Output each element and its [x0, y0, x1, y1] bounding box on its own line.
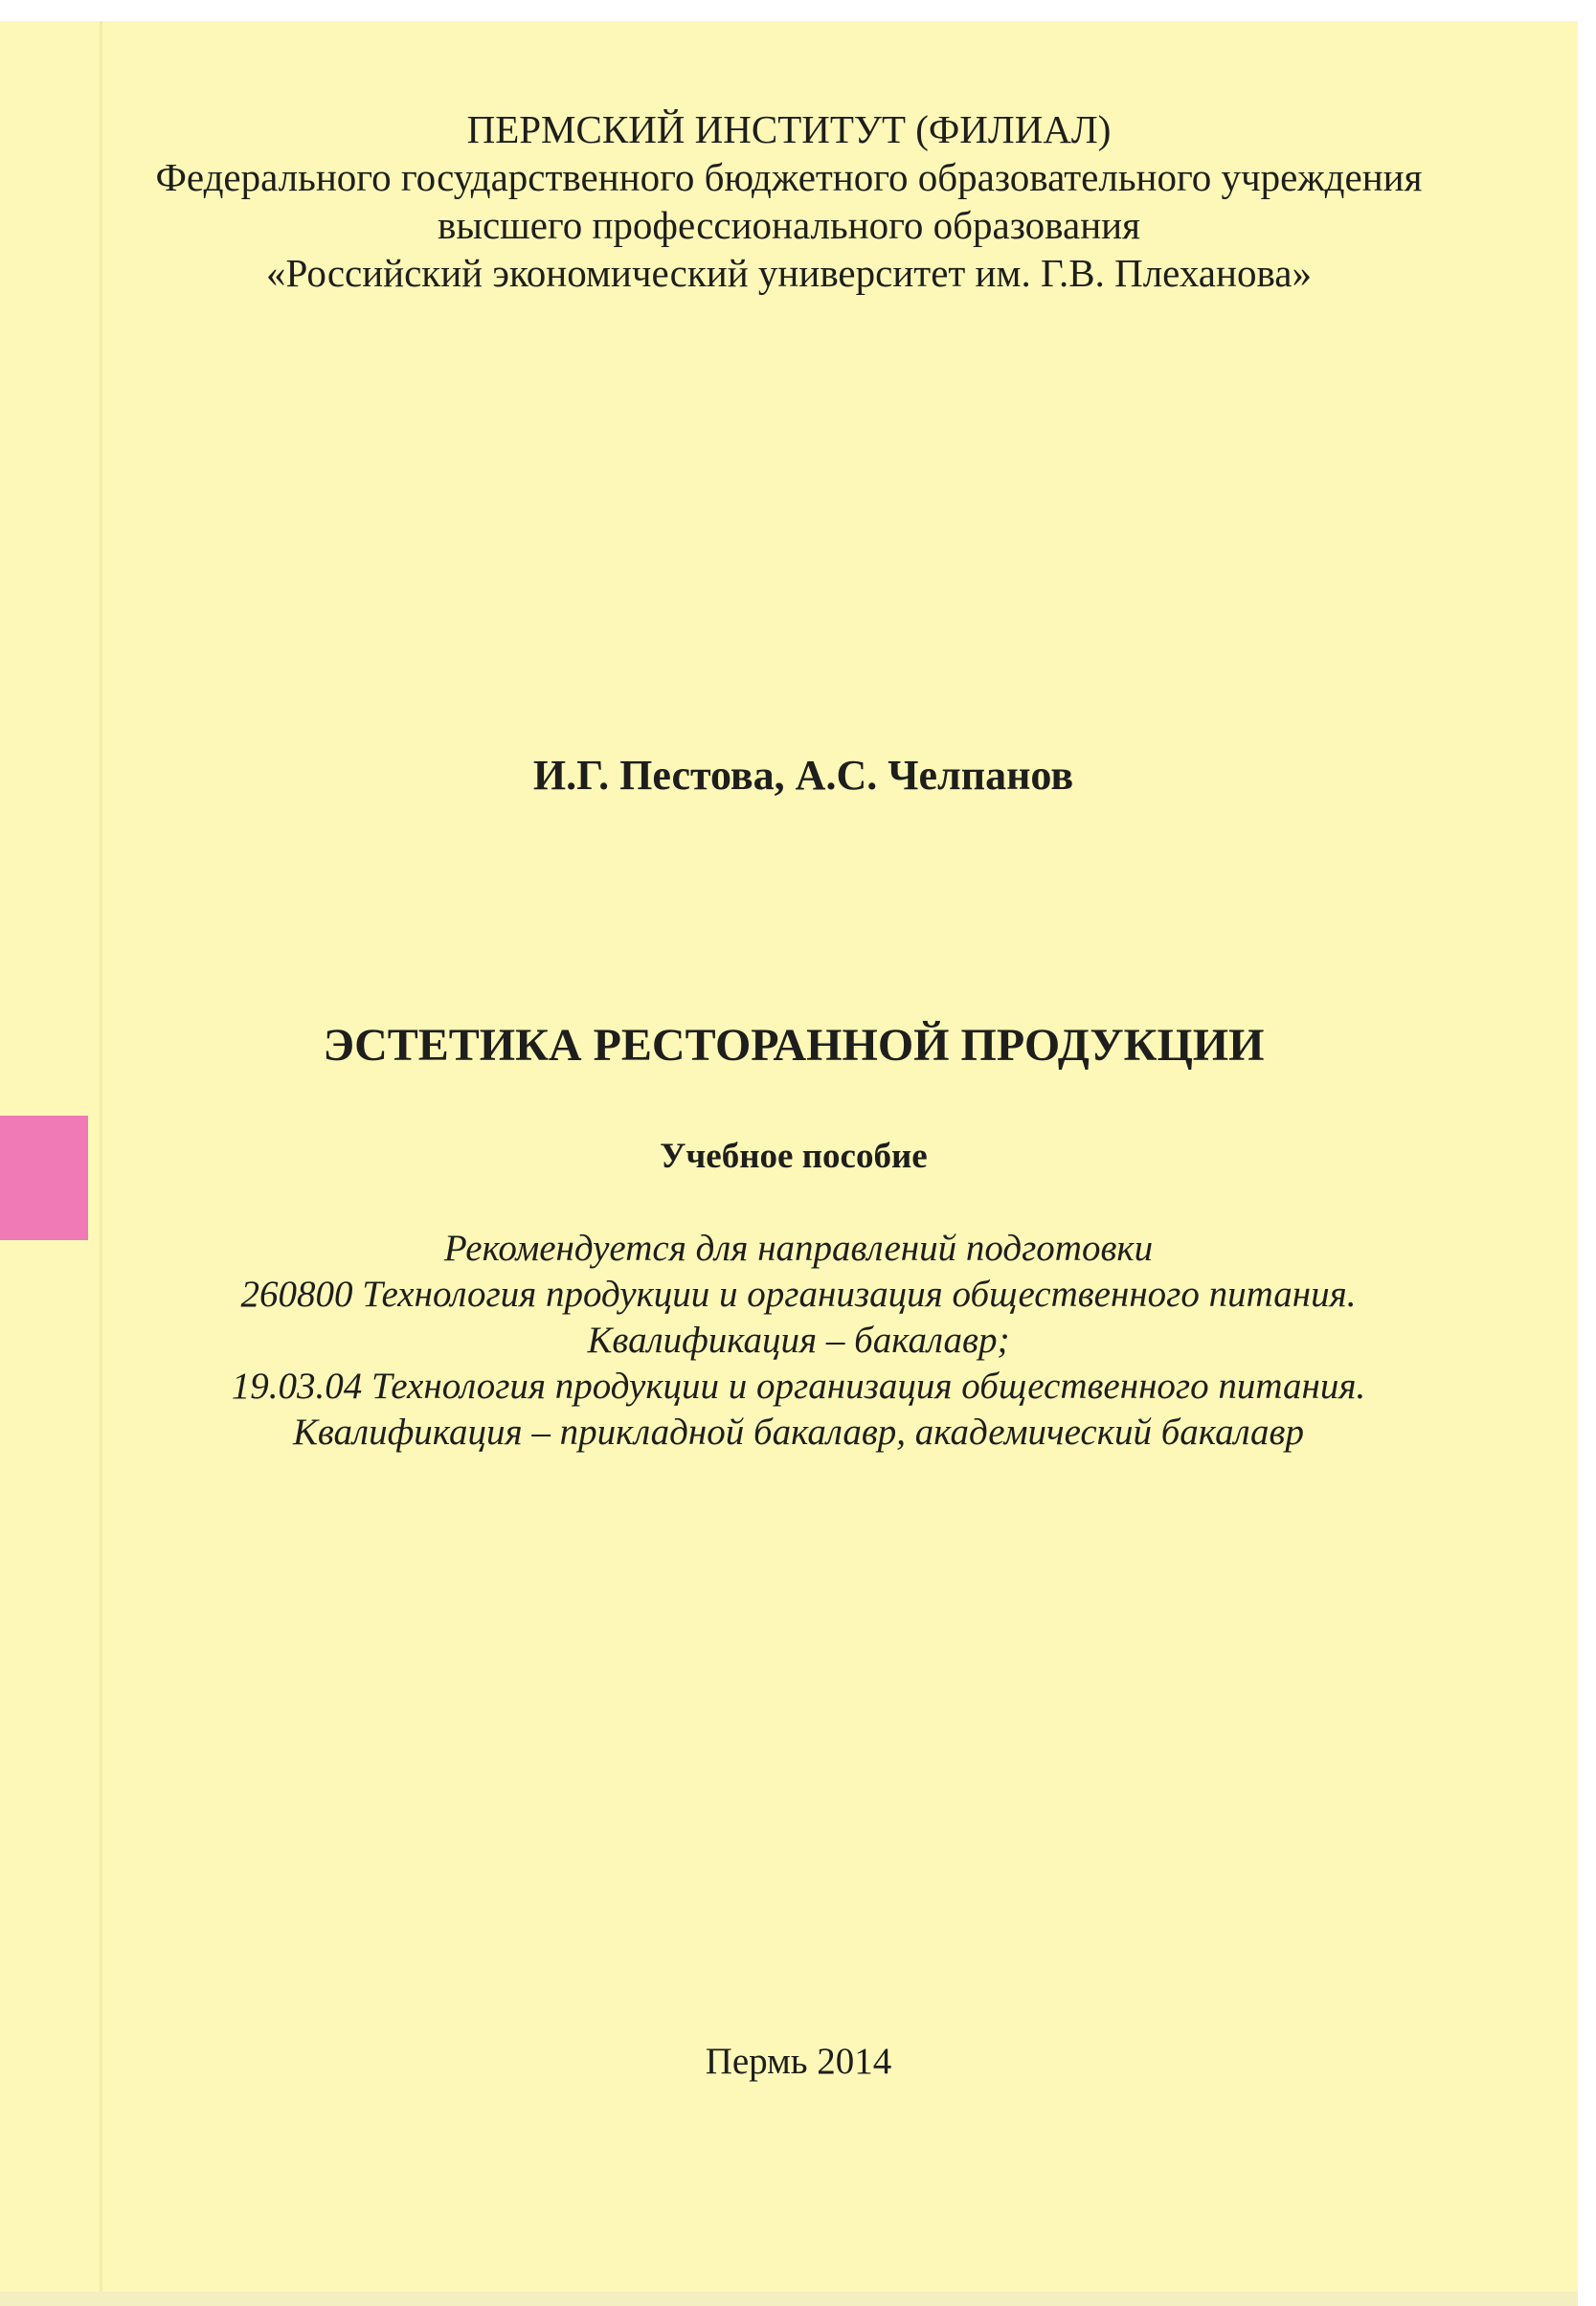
authors: И.Г. Пестова, А.С. Челпанов [532, 752, 1074, 799]
document-type: Учебное пособие [660, 1137, 928, 1176]
recommendation-line-3: Квалификация – бакалавр; [587, 1320, 1010, 1361]
recommendation-line-1: Рекомендуется для направлений подготовки [443, 1228, 1154, 1269]
recommendation-line-2: 260800 Технология продукции и организация общественного питания. [240, 1274, 1357, 1315]
institution-parent-line-2: высшего профессионального образования [438, 203, 1140, 247]
institution-parent-line-3: «Российский экономический университет им. Г.В. Плеханова» [266, 251, 1312, 295]
scan-margin-bottom [0, 2292, 1578, 2306]
institution-name: ПЕРМСКИЙ ИНСТИТУТ (ФИЛИАЛ) [466, 107, 1112, 151]
recommendation-line-4: 19.03.04 Технология продукции и организация общественного питания. [231, 1366, 1366, 1407]
imprint-city-year: Пермь 2014 [705, 2041, 892, 2082]
recommendation-line-5: Квалификация – прикладной бакалавр, академический бакалавр [293, 1412, 1304, 1453]
institution-parent-line-1: Федерального государственного бюджетного образовательного учреждения [155, 155, 1423, 199]
scan-margin-right [1578, 0, 1596, 2306]
book-title: ЭСТЕТИКА РЕСТОРАННОЙ ПРОДУКЦИИ [323, 1020, 1265, 1071]
recommendation-note [0, 1226, 1578, 1456]
book-cover [0, 21, 1578, 2306]
institution-header [0, 105, 1578, 297]
